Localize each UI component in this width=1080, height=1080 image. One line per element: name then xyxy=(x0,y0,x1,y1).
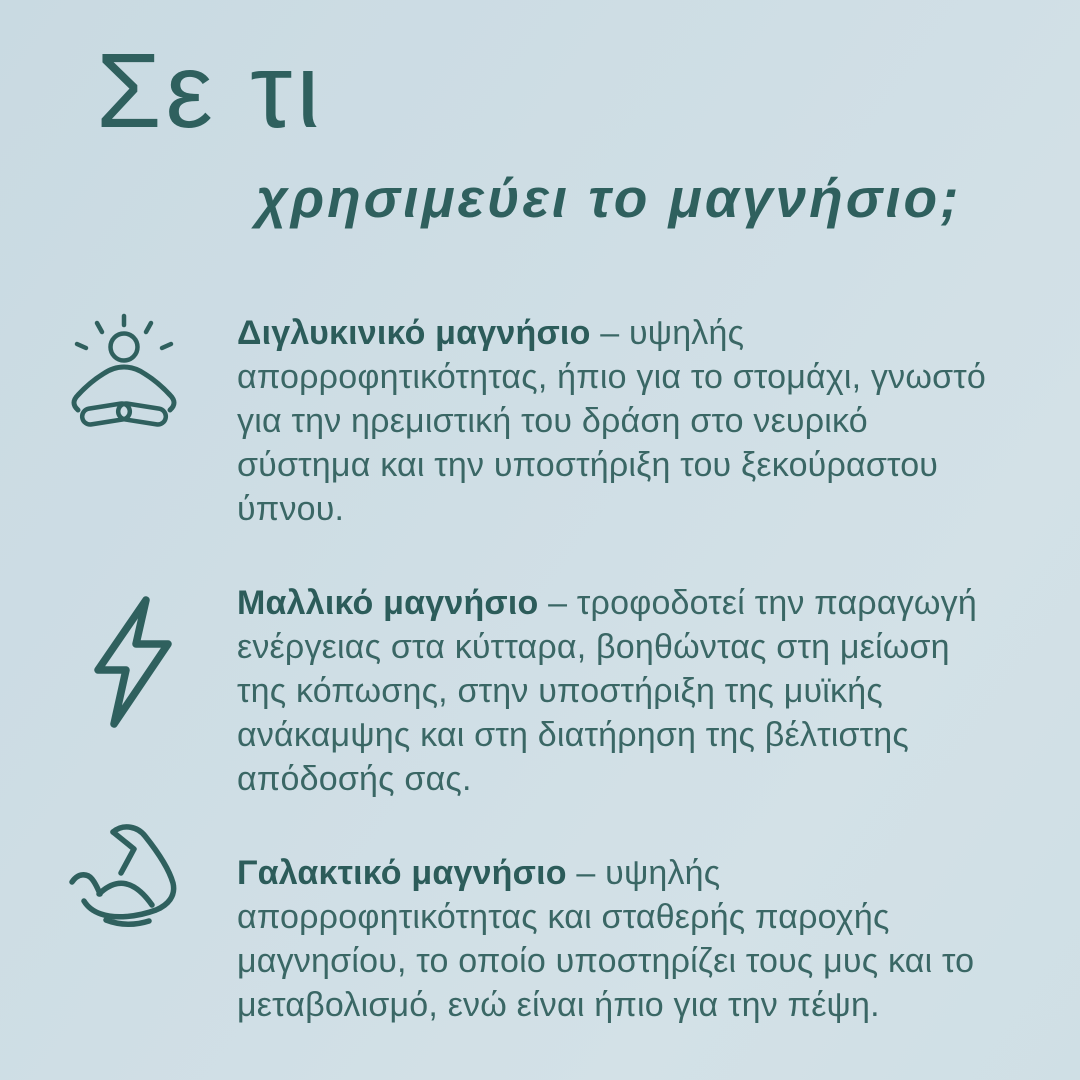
section-malate xyxy=(237,581,992,801)
lightning-icon xyxy=(86,592,178,732)
page-title: Σε τι xyxy=(96,32,324,150)
section-lactate xyxy=(237,851,992,1027)
section-body: – τροφοδοτεί την παραγωγή ενέργειας στα κύτταρα, βοηθώντας στη μείωση της κόπωσης, στην υποστήριξη της μυϊκής ανάκαμψης και στη διατήρηση της βέλτιστης απόδοσής σας. xyxy=(237,584,977,798)
section-heading: Μαλλικό μαγνήσιο xyxy=(237,584,539,622)
section-body: – υψηλής απορροφητικότητας και σταθερής παροχής μαγνησίου, το οποίο υποστηρίζει τους μυς και το μεταβολισμό, ενώ είναι ήπιο για την πέψη. xyxy=(237,854,975,1024)
section-heading: Διγλυκινικό μαγνήσιο xyxy=(237,314,591,352)
page-subtitle: χρησιμεύει το μαγνήσιο; xyxy=(256,167,962,229)
arm-muscle-icon xyxy=(64,820,188,932)
section-bisglycinate xyxy=(237,311,992,531)
section-heading: Γαλακτικό μαγνήσιο xyxy=(237,854,567,892)
meditation-icon xyxy=(58,310,190,438)
section-body: – υψηλής απορροφητικότητας, ήπιο για το στομάχι, γνωστό για την ηρεμιστική του δράση στο νευρικό σύστημα και την υποστήριξη του ξεκούραστου ύπνου. xyxy=(237,314,986,528)
